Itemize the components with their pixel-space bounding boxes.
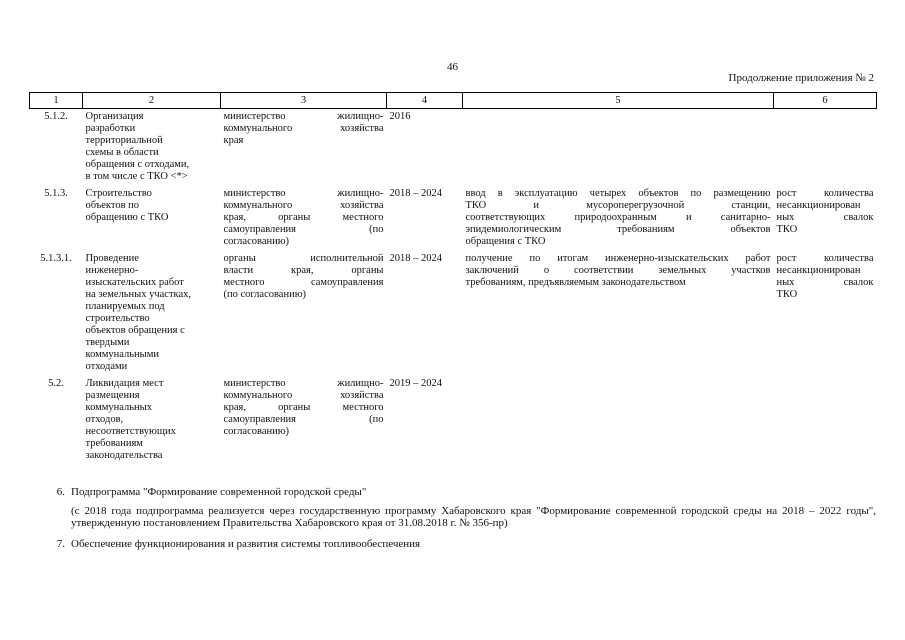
expected-result <box>463 251 774 376</box>
measure-name-line: Организация <box>85 111 144 122</box>
indicator <box>774 109 877 187</box>
indicator <box>774 186 877 251</box>
measure-name-line: коммунальными <box>85 349 159 360</box>
executor-line: (по согласованию) <box>223 289 307 300</box>
indicator-line: несанкционирован <box>776 265 861 276</box>
measure-name-line: коммунальных <box>85 402 152 413</box>
measure-name-line: инженерно- <box>85 265 139 276</box>
measure-name-line: на земельных участках, <box>85 289 192 300</box>
indicator-line: несанкционирован <box>776 200 861 211</box>
table-row <box>30 251 877 376</box>
measure-name-line: обращению с ТКО <box>85 212 169 223</box>
executor-line: коммунального хозяйства <box>223 390 384 401</box>
indicator-line: рост количества <box>776 188 874 199</box>
executor-line: самоуправления (по <box>223 224 384 235</box>
page-number: 46 <box>447 61 458 73</box>
table-row <box>30 109 877 187</box>
measure-name <box>83 251 221 376</box>
measure-name-line: объектов по <box>85 200 140 211</box>
measure-name <box>83 186 221 251</box>
measure-name-line: Ликвидация мест <box>85 378 164 389</box>
indicator-line: ных свалок <box>776 212 874 223</box>
measure-name-line: объектов обращения с <box>85 325 185 336</box>
measure-name-line: территориальной <box>85 135 163 146</box>
section-6 <box>29 486 876 529</box>
executor-line: края <box>223 135 244 146</box>
executor-line: согласованию) <box>223 236 290 247</box>
executor-line: власти края, органы <box>223 265 384 276</box>
measure-name-line: в том числе с ТКО <*> <box>85 171 188 182</box>
measure-name-line: отходами <box>85 361 128 372</box>
table-header-row <box>30 93 877 109</box>
measure-name-line: планируемых под <box>85 301 165 312</box>
row-number: 5.1.2. <box>44 111 68 122</box>
row-number: 5.1.3.1. <box>40 253 72 264</box>
measure-name-line: твердыми <box>85 337 130 348</box>
indicator <box>774 251 877 376</box>
executor-line: министерство жилищно- <box>223 188 384 199</box>
column-header: 6 <box>774 93 877 109</box>
measure-name-line: законодательства <box>85 450 163 461</box>
table-row <box>30 186 877 251</box>
expected-result-line: эпидемиологическим требованиям объектов <box>465 224 771 235</box>
row-number: 5.1.3. <box>44 188 68 199</box>
expected-result-line: получение по итогам инженерно-изыскательских работ <box>465 253 771 264</box>
measure-name-line: размещения <box>85 390 140 401</box>
executor-line: самоуправления (по <box>223 414 384 425</box>
measure-name-line: строительство <box>85 313 150 324</box>
executor <box>221 251 387 376</box>
section-7 <box>29 538 876 550</box>
expected-result <box>463 109 774 187</box>
expected-result-line: обращения с ТКО <box>465 236 546 247</box>
column-header: 3 <box>221 93 387 109</box>
period: 2019 – 2024 <box>389 378 442 389</box>
executor-line: органы исполнительной <box>223 253 384 264</box>
measure-name <box>83 109 221 187</box>
table-row <box>30 376 877 465</box>
indicator-line: ТКО <box>776 224 798 235</box>
executor-line: коммунального хозяйства <box>223 123 384 134</box>
column-header: 5 <box>463 93 774 109</box>
measure-name-line: Проведение <box>85 253 139 264</box>
executor-line: местного самоуправления <box>223 277 384 288</box>
executor-line: министерство жилищно- <box>223 378 384 389</box>
executor <box>221 109 387 187</box>
period: 2016 <box>389 111 411 122</box>
indicator-line: ных свалок <box>776 277 874 288</box>
section-title: Обеспечение функционирования и развития системы топливообеспечения <box>71 538 421 550</box>
measure-name-line: изыскательских работ <box>85 277 184 288</box>
measure-name-line: несоответствующих <box>85 426 176 437</box>
expected-result-line: ТКО и мусороперегрузочной станции, <box>465 200 771 211</box>
section-title: Подпрограмма "Формирование современной городской среды" <box>71 486 367 498</box>
expected-result-line: соответствующих природоохранным и санитарно- <box>465 212 771 223</box>
executor-line: края, органы местного <box>223 212 384 223</box>
indicator-line: рост количества <box>776 253 874 264</box>
column-header: 4 <box>387 93 463 109</box>
expected-result <box>463 376 774 465</box>
expected-result-line: требованиям, предъявляемым законодательством <box>465 277 686 288</box>
expected-result-line: ввод в эксплуатацию четырех объектов по размещению <box>465 188 771 199</box>
column-header: 1 <box>30 93 83 109</box>
measure-name-line: обращения с отходами, <box>85 159 190 170</box>
executor-line: коммунального хозяйства <box>223 200 384 211</box>
executor <box>221 186 387 251</box>
measure-name <box>83 376 221 465</box>
executor <box>221 376 387 465</box>
indicator <box>774 376 877 465</box>
period: 2018 – 2024 <box>389 188 442 199</box>
row-number: 5.2. <box>48 378 64 389</box>
executor-line: согласованию) <box>223 426 290 437</box>
expected-result <box>463 186 774 251</box>
period: 2018 – 2024 <box>389 253 442 264</box>
continuation-label: Продолжение приложения № 2 <box>728 72 874 84</box>
measure-name-line: схемы в области <box>85 147 159 158</box>
measure-name-line: отходов, <box>85 414 124 425</box>
measure-name-line: требованиям <box>85 438 143 449</box>
expected-result-line: заключений о соответствии земельных участков <box>465 265 771 276</box>
column-header: 2 <box>83 93 221 109</box>
section-number: 7. <box>56 538 65 550</box>
measures-table <box>29 92 877 465</box>
section-number: 6. <box>56 486 65 498</box>
section-note: (с 2018 года подпрограмма реализуется через государственную программу Хабаровского края "Формирование современной городской среды на 2018 – 2022 годы", утвержденную постановлением Правительства Хабаровского края от 31.08.2018 г. № 356-пр) <box>71 505 876 529</box>
executor-line: министерство жилищно- <box>223 111 384 122</box>
indicator-line: ТКО <box>776 289 798 300</box>
measure-name-line: Строительство <box>85 188 152 199</box>
executor-line: края, органы местного <box>223 402 384 413</box>
measure-name-line: разработки <box>85 123 136 134</box>
